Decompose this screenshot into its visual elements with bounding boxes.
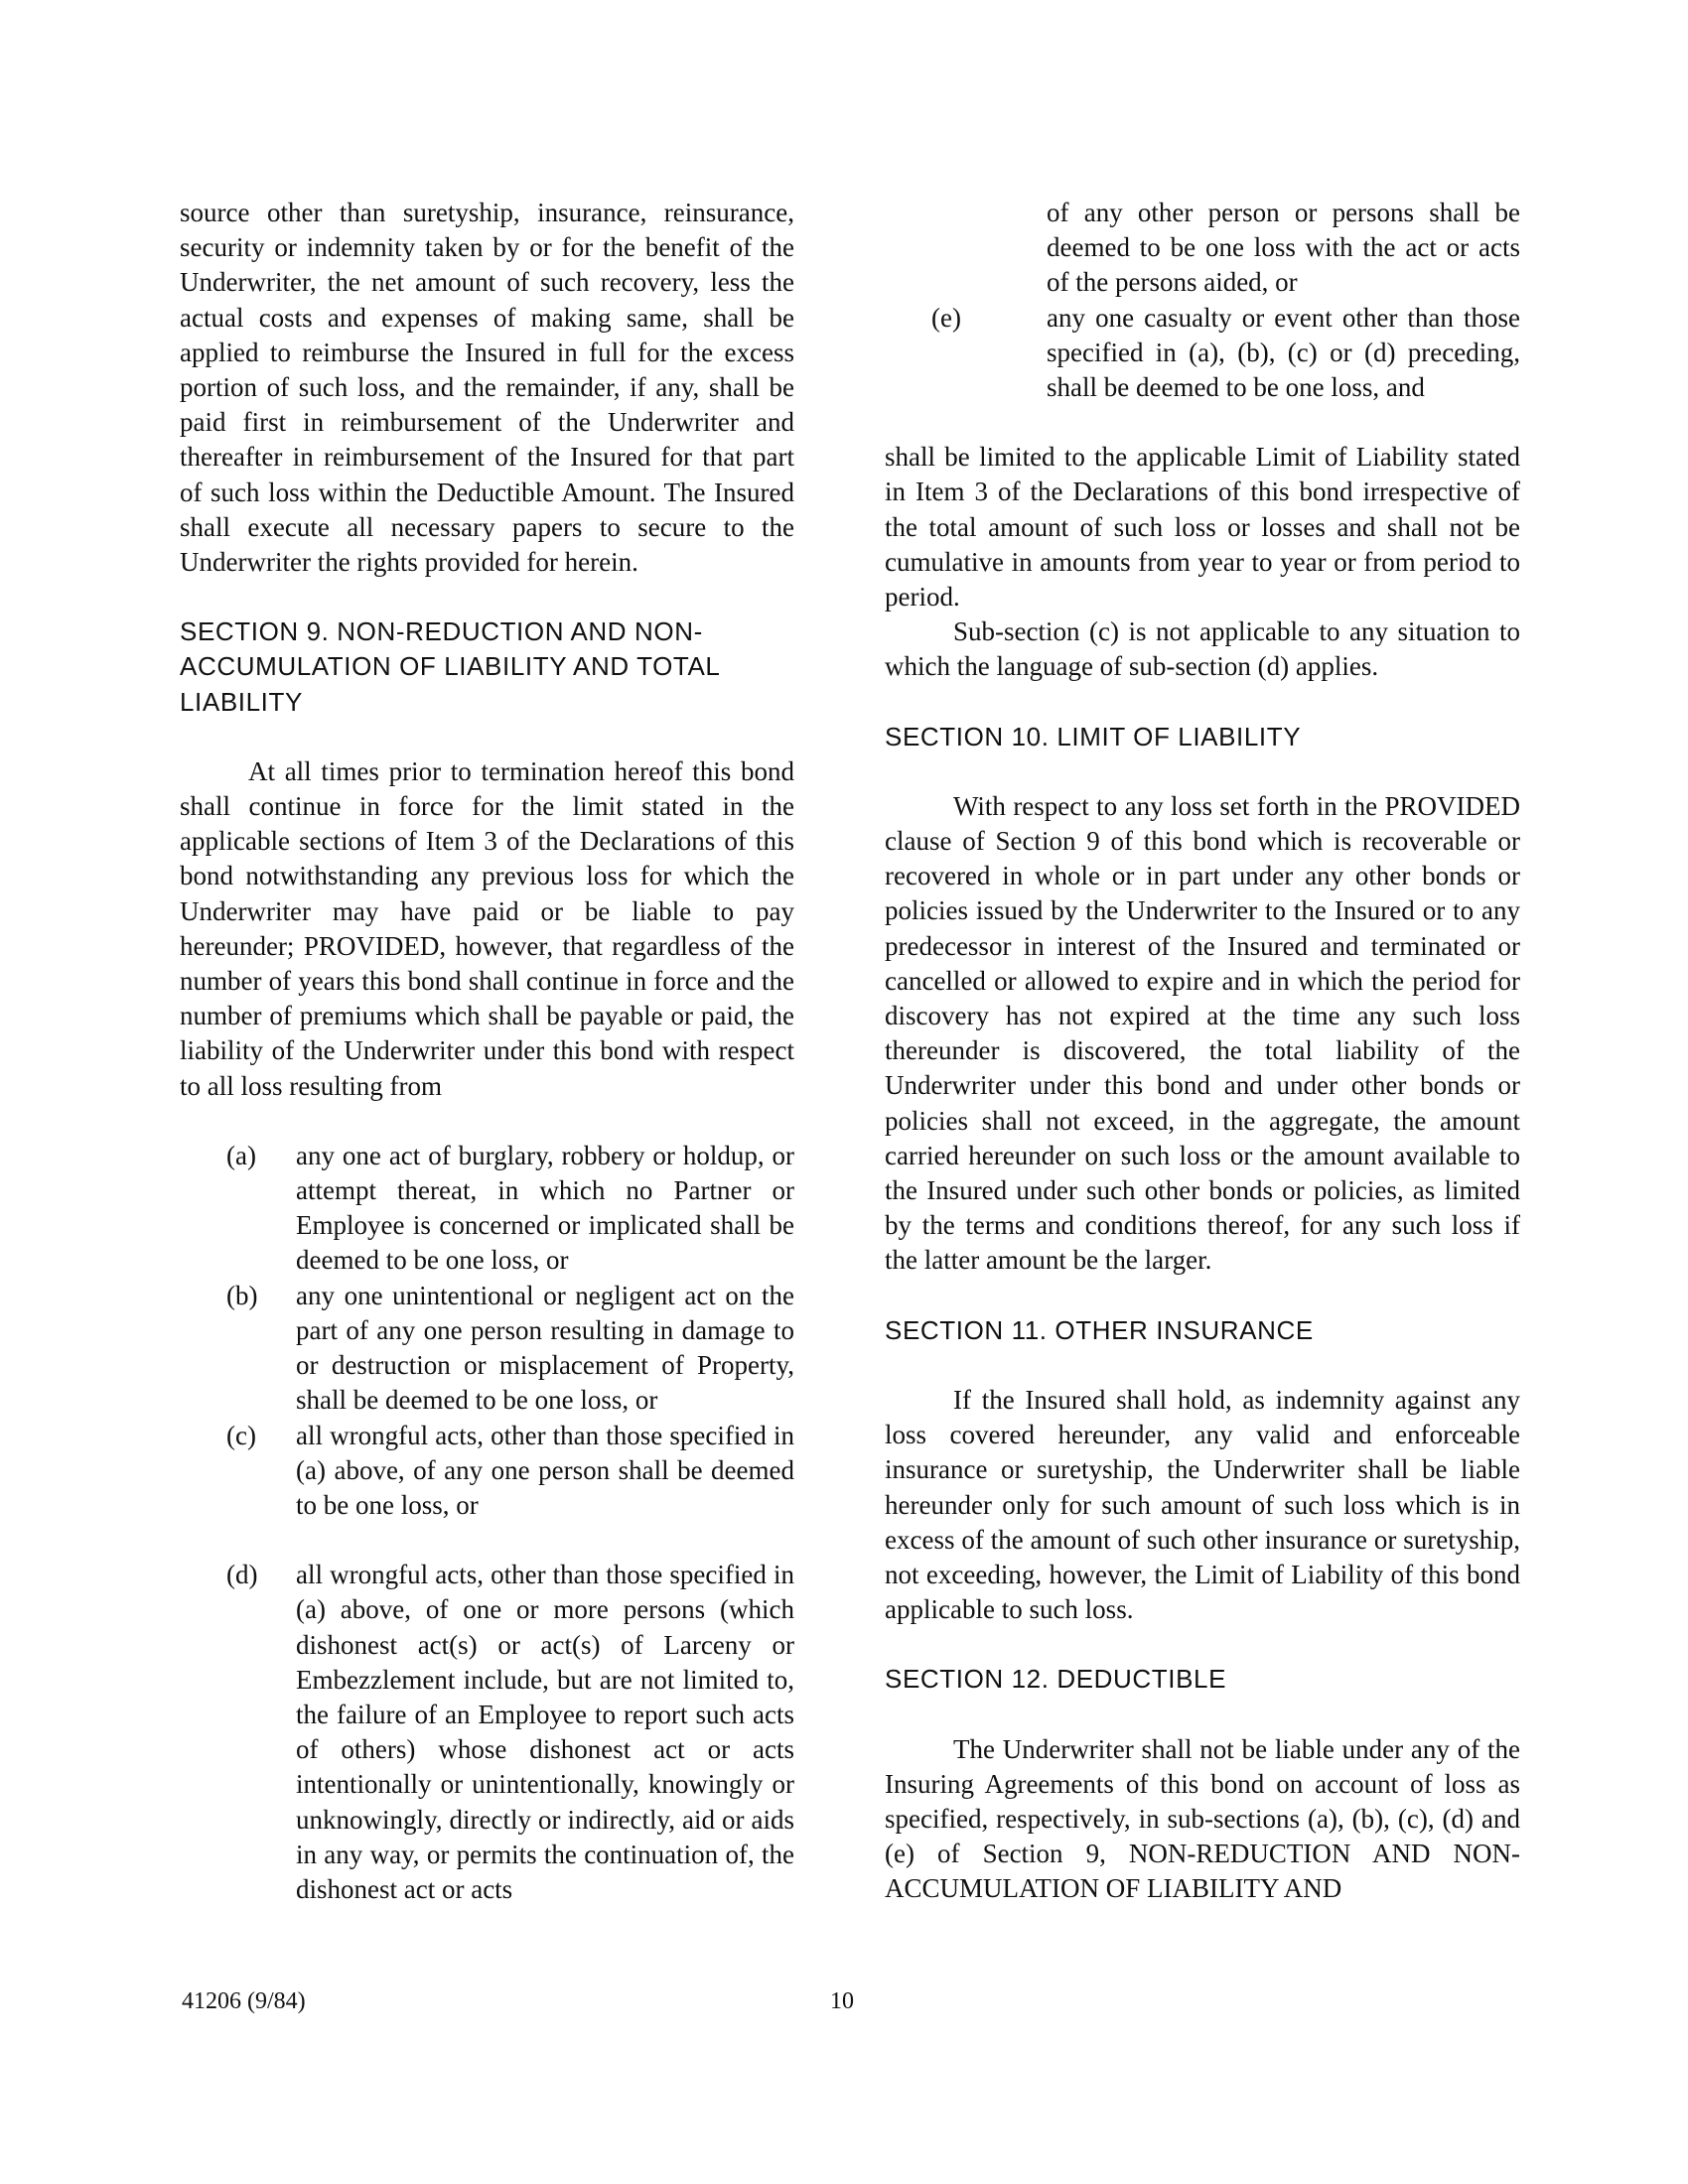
loss-clause-list: [180, 1139, 794, 1907]
section-10-paragraph: With respect to any loss set forth in the PROVIDED clause of Section 9 of this bond which is recoverable or recovered in whole or in part under any other bonds or policies issued by the Underwriter to the Insured or to any predecessor in interest of the Insured and terminated or cancelled or allowed to expire and in which the period for discovery has not expired at the time any such loss thereunder is discovered, the total liability of the Underwriter under this bond and under other bonds or policies shall not exceed, in the aggregate, the amount carried hereunder on such loss or the amount available to the Insured under such other bonds or policies, as limited by the terms and conditions thereof, for any such loss if the latter amount be the larger.: [885, 790, 1520, 1276]
left-column: [180, 196, 794, 1907]
section-12-heading: SECTION 12. DEDUCTIBLE: [885, 1664, 1227, 1695]
limit-paragraph: shall be limited to the applicable Limit of Liability stated in Item 3 of the Declarations of this bond irrespective of the total amount of such loss or losses and shall not be cumulative in amounts from year to year or from period to period.: [885, 442, 1520, 613]
list-item-d: [180, 1558, 794, 1907]
list-text: all wrongful acts, other than those specified in (a) above, of one or more persons (which dishonest act(s) or act(s) of Larceny or Embezzlement include, but are not limited to, the failure of an Employee to report such acts of others) whose dishonest act or acts intentionally or unintentionally, knowingly or unknowingly, directly or indirectly, aid or aids in any way, or permits the continuation of, the dishonest act or acts: [296, 1560, 794, 1904]
list-marker: (e): [931, 302, 961, 333]
right-column: [885, 196, 1520, 1907]
list-item-e: [931, 301, 1520, 406]
list-marker: (c): [226, 1420, 256, 1450]
list-item-a: [180, 1139, 794, 1279]
list-marker: (d): [226, 1560, 258, 1590]
list-item-b: [180, 1279, 794, 1419]
list-text: any one act of burglary, robbery or holdup, or attempt thereat, in which no Partner or Employee is concerned or implicated shall be deemed to be one loss, or: [296, 1140, 794, 1276]
subsection-paragraph: Sub-section (c) is not applicable to any situation to which the language of sub-section (d) applies.: [885, 616, 1520, 682]
section-11-heading: SECTION 11. OTHER INSURANCE: [885, 1314, 1314, 1345]
page-number: 10: [830, 1988, 854, 2014]
section-10-heading: SECTION 10. LIMIT OF LIABILITY: [885, 721, 1302, 751]
section-9-paragraph: At all times prior to termination hereof this bond shall continue in force for the limit stated in the applicable sections of Item 3 of the Declarations of this bond notwithstanding any previous loss for which the Underwriter may have paid or be liable to pay hereunder; PROVIDED, however, that regardless of the number of years this bond shall continue in force and the number of premiums which shall be payable or paid, the liability of the Underwriter under this bond with respect to all loss resulting from: [180, 755, 794, 1101]
list-item-d-continuation: [931, 196, 1520, 301]
list-text: all wrongful acts, other than those specified in (a) above, of any one person shall be deemed to be one loss, or: [296, 1420, 794, 1520]
list-text: any one casualty or event other than those specified in (a), (b), (c) or (d) preceding, shall be deemed to be one loss, and: [1047, 302, 1520, 403]
section-12-paragraph: The Underwriter shall not be liable under any of the Insuring Agreements of this bond on account of loss as specified, respectively, in sub-sections (a), (b), (c), (d) and (e) of Section 9, NON-REDUCTION AND NON- ACCUMULATION OF LIABILITY AND: [885, 1733, 1520, 1904]
section-9-heading: SECTION 9. NON-REDUCTION AND NON-ACCUMULATION OF LIABILITY AND TOTAL LIABILITY: [180, 616, 720, 717]
list-marker: (b): [226, 1280, 258, 1310]
form-number: 41206 (9/84): [182, 1988, 306, 2014]
continuation-paragraph: source other than suretyship, insurance, reinsurance, security or indemnity taken by or for the benefit of the Underwriter, the net amount of such recovery, less the actual costs and expenses of making same, shall be applied to reimburse the Insured in full for the excess portion of such loss, and the remainder, if any, shall be paid first in reimbursement of the Underwriter and thereafter in reimbursement of the Insured for that part of such loss within the Deductible Amount. The Insured shall execute all necessary papers to secure to the Underwriter the rights provided for herein.: [180, 198, 794, 578]
list-marker: (a): [226, 1140, 256, 1170]
list-item-c: [180, 1419, 794, 1524]
list-text: any one unintentional or negligent act on the part of any one person resulting in damage to or destruction or misplacement of Property, shall be deemed to be one loss, or: [296, 1280, 794, 1416]
list-text: of any other person or persons shall be deemed to be one loss with the act or acts of the persons aided, or: [1047, 198, 1520, 298]
section-11-paragraph: If the Insured shall hold, as indemnity against any loss covered hereunder, any valid and enforceable insurance or suretyship, the Underwriter shall be liable hereunder only for such amount of such loss which is in excess of the amount of such other insurance or suretyship, not exceeding, however, the Limit of Liability of this bond applicable to such loss.: [885, 1384, 1520, 1625]
